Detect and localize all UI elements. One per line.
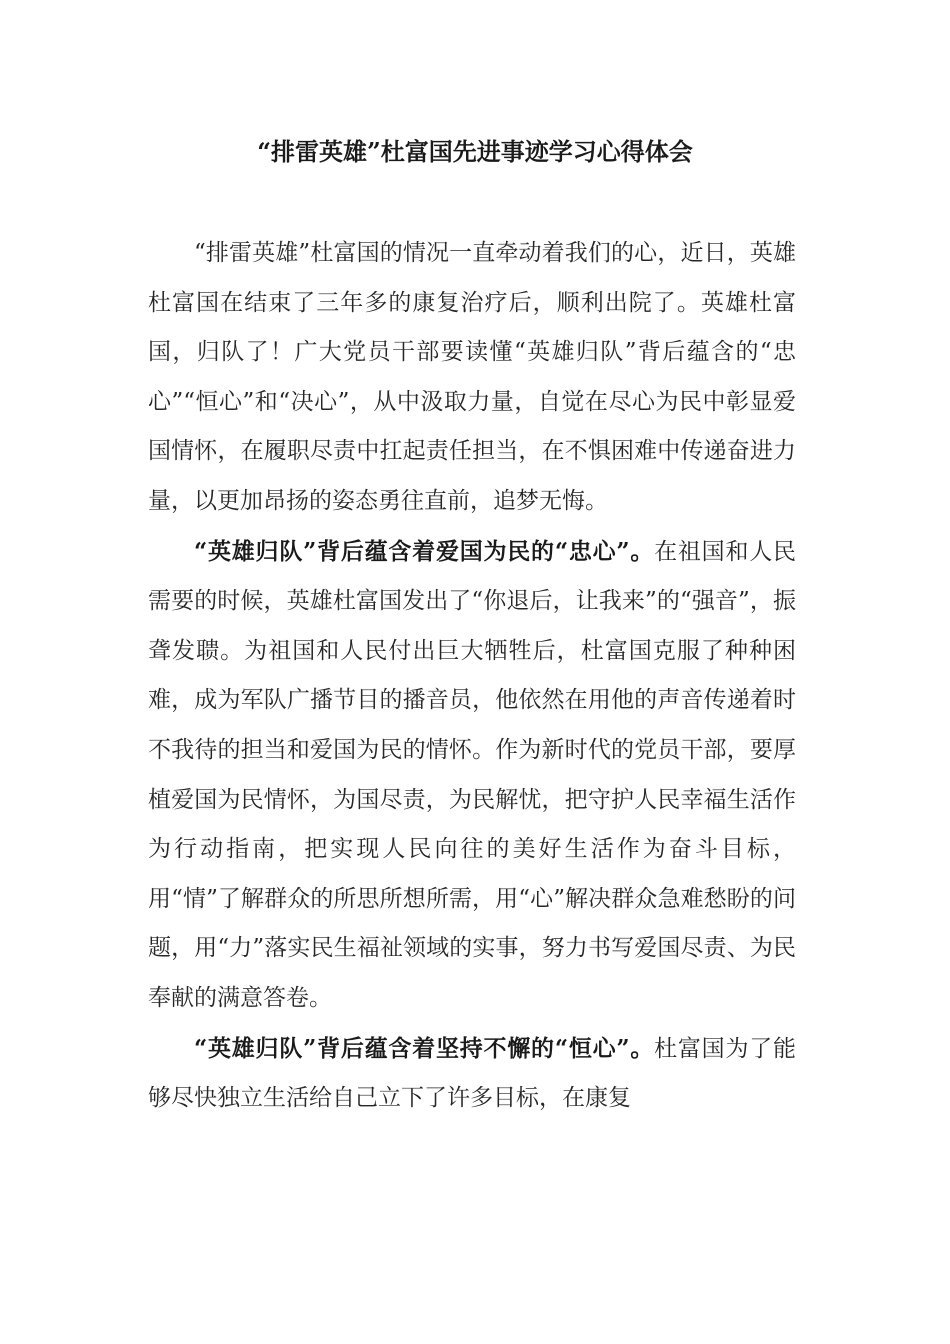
paragraph-3-text: 杜富国为了能够尽快独立生活给自己立下了许多目标，在康复 <box>148 1035 797 1112</box>
paragraph-2-text: 在祖国和人民需要的时候，英雄杜富国发出了“你退后，让我来”的“强音”，振聋发聩。为祖国和人民付出巨大牺牲后，杜富国克服了种种困难，成为军队广播节目的播音员，他依然在用他的声音传递着时不我待的担当和爱国为民的情怀。作为新时代的党员干部，要厚植爱国为民情怀，为国尽责，为民解忧，把守护人民幸福生活作为行动指南，把实现人民向往的美好生活作为奋斗目标，用“情”了解群众的所思所想所需，用“心”解决群众急难愁盼的问题，用“力”落实民生福祉领域的实事，努力书写爱国尽责、为民奉献的满意答卷。 <box>148 538 797 1011</box>
paragraph-2 <box>148 527 796 1024</box>
paragraph-1 <box>148 229 796 527</box>
paragraph-3 <box>148 1024 796 1124</box>
document-title: “排雷英雄”杜富国先进事迹学习心得体会 <box>257 137 693 166</box>
paragraph-3-lead: “英雄归队”背后蕴含着坚持不懈的“恒心”。 <box>194 1034 655 1062</box>
document-body <box>148 229 796 1124</box>
paragraph-2-lead: “英雄归队”背后蕴含着爱国为民的“忠心”。 <box>194 537 655 565</box>
paragraph-1-text: “排雷英雄”杜富国的情况一直牵动着我们的心，近日，英雄杜富国在结束了三年多的康复治疗后，顺利出院了。英雄杜富国，归队了！广大党员干部要读懂“英雄归队”背后蕴含的“忠心”“恒心”和“决心”，从中汲取力量，自觉在尽心为民中彰显爱国情怀，在履职尽责中扛起责任担当，在不惧困难中传递奋进力量，以更加昂扬的姿态勇往直前，追梦无悔。 <box>148 240 796 514</box>
